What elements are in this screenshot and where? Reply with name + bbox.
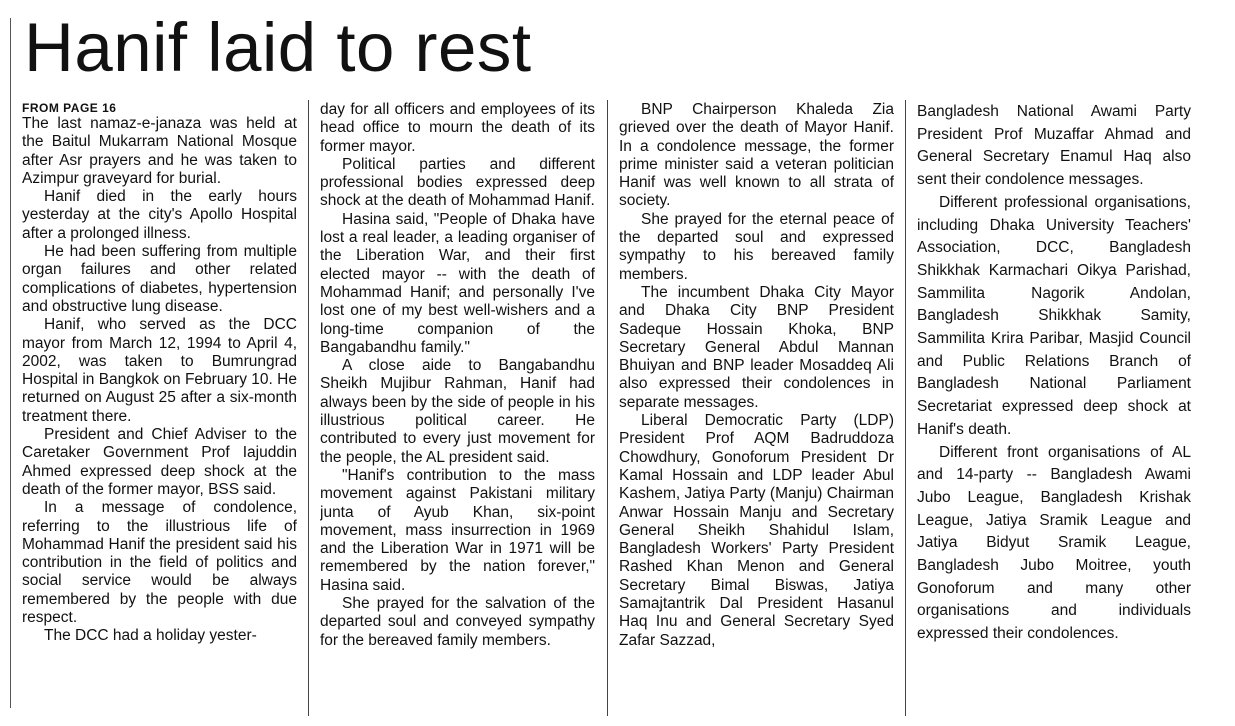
paragraph: "Hanif's contribution to the mass movement against Pakistani military junta of Ayub Khan, six-point movement, mass insurrection in 1969 and the Liberation War in 1971 will be remembered by the nation forever," Hasina said. — [320, 466, 595, 594]
paragraph: Bangladesh National Awami Party President Prof Muzaffar Ahmad and General Secretary Enamul Haq also sent their condolence messages. — [917, 103, 1191, 189]
column-divider — [607, 100, 608, 716]
article-column-4 — [917, 101, 1191, 716]
paragraph: Different professional organisations, including Dhaka University Teachers' Association, DCC, Bangladesh Shikkhak Karmachari Oikya Parishad, Sammilita Nagorik Andolan, Bangladesh Shikkhak Samity, Sammilita Krira Paribar, Masjid Council and Public Relations Branch of Bangladesh National Parliament Secretariat expressed deep shock at Hanif's death. — [917, 193, 1191, 438]
paragraph: In a message of condolence, referring to the illustrious life of Mohammad Hanif the president said his contribution in the field of politics and social service would be always remembered by the people with due respect. — [22, 499, 297, 627]
paragraph: Hanif died in the early hours yesterday at the city's Apollo Hospital after a prolonged illness. — [22, 188, 297, 242]
column-divider — [905, 100, 906, 716]
article-column-2 — [320, 101, 595, 716]
paragraph: Liberal Democratic Party (LDP) President Prof AQM Badruddoza Chowdhury, Gonoforum President Dr Kamal Hossain and LDP leader Abul Kashem, Jatiya Party (Manju) Chairman Anwar Hossain Manju and Secretary General Sheikh Shahidul Islam, Bangladesh Workers' Party President Rashed Khan Menon and General Secretary Bimal Biswas, Jatiya Samajtantrik Dal President Hasanul Haq Inu and General Secretary Syed Zafar Sazzad, — [619, 412, 894, 649]
paragraph: He had been suffering from multiple organ failures and other related complications of diabetes, hypertension and obstructive lung disease. — [22, 243, 297, 315]
paragraph: She prayed for the eternal peace of the departed soul and expressed sympathy to his bereaved family members. — [619, 210, 894, 283]
paragraph: The incumbent Dhaka City Mayor and Dhaka City BNP President Sadeque Hossain Khoka, BNP Secretary General Abdul Mannan Bhuiyan and BNP leader Mosaddeq Ali also expressed their condolences in separate messages. — [619, 283, 894, 411]
left-column-rule — [10, 18, 11, 708]
article-column-1 — [22, 101, 297, 716]
dateline: FROM PAGE 16 — [22, 101, 117, 115]
paragraph: Different front organisations of AL and 14-party -- Bangladesh Awami Jubo League, Bangladesh Krishak League, Jatiya Sramik League and Jatiya Bidyut Sramik League, Bangladesh Jubo Moitree, youth Gonoforum and many other organisations and individuals expressed their condolences. — [917, 443, 1191, 643]
paragraph: day for all officers and employees of its head office to mourn the death of its former mayor. — [320, 101, 595, 155]
paragraph: BNP Chairperson Khaleda Zia grieved over the death of Mayor Hanif. In a condolence message, the former prime minister said a veteran politician Hanif was well known to all strata of society. — [619, 101, 894, 210]
paragraph: President and Chief Adviser to the Caretaker Government Prof Iajuddin Ahmed expressed deep shock at the death of the former mayor, BSS said. — [22, 426, 297, 498]
paragraph: Political parties and different professional bodies expressed deep shock at the death of Mohammad Hanif. — [320, 155, 595, 210]
column-divider — [308, 100, 309, 716]
paragraph: The last namaz-e-janaza was held at the Baitul Mukarram National Mosque after Asr prayers and he was taken to Azimpur graveyard for burial. — [22, 115, 297, 187]
paragraph: Hanif, who served as the DCC mayor from March 12, 1994 to April 4, 2002, was taken to Bumrungrad Hospital in Bangkok on February 10. He returned on August 25 after a six-month treatment there. — [22, 316, 297, 425]
article-column-3 — [619, 101, 894, 716]
paragraph: A close aide to Bangabandhu Sheikh Mujibur Rahman, Hanif had always been by the side of people in his illustrious political career. He contributed to every just movement for the people, the AL president said. — [320, 357, 595, 466]
headline: Hanif laid to rest — [24, 9, 532, 86]
paragraph: Hasina said, "People of Dhaka have lost a real leader, a leading organiser of the Liberation War, and their first elected mayor -- with the death of Mohammad Hanif; and personally I've lost one of my best well-wishers and a long-time companion of the Bangabandhu family." — [320, 210, 595, 356]
paragraph: She prayed for the salvation of the departed soul and conveyed sympathy for the bereaved family members. — [320, 595, 595, 649]
paragraph: The DCC had a holiday yester- — [44, 627, 257, 645]
